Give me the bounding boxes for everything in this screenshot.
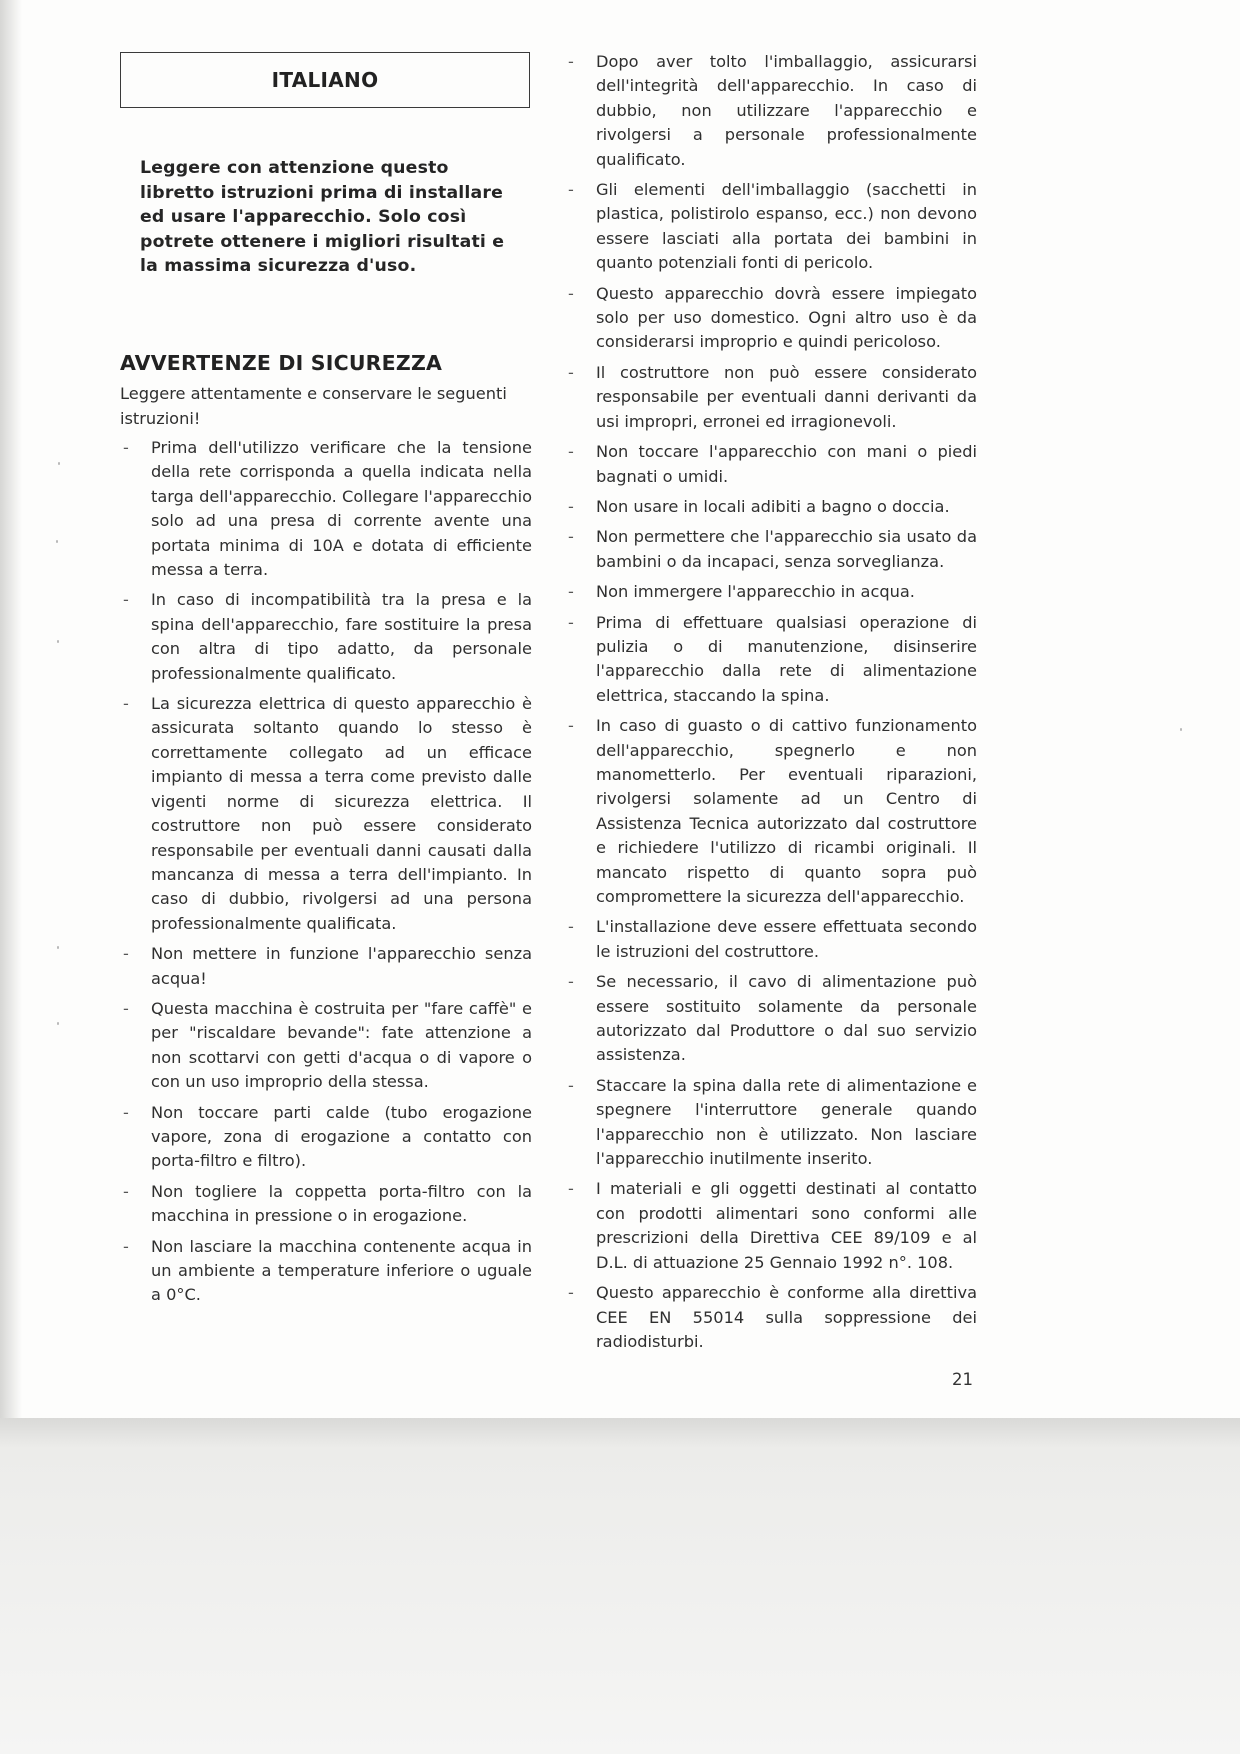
- warning-item: - Questo apparecchio dovrà essere impiegato solo per uso domestico. Ogni altro uso è da considerarsi improprio e quindi pericoloso.: [565, 282, 977, 355]
- language-header: ITALIANO: [120, 52, 530, 108]
- warning-item: - Prima dell'utilizzo verificare che la tensione della rete corrisponda a quella indicata nella targa dell'apparecchio. Collegare l'apparecchio solo ad una presa di corrente avente una portata minima di 10A e dotata di efficiente messa a terra.: [120, 436, 532, 582]
- scan-speck: [57, 640, 59, 643]
- warning-item: - Non togliere la coppetta porta-filtro con la macchina in pressione o in erogazione.: [120, 1180, 532, 1229]
- warning-item: - In caso di guasto o di cattivo funzionamento dell'apparecchio, spegnerlo e non manometterlo. Per eventuali riparazioni, rivolgersi solamente ad un Centro di Assistenza Tecnica autorizzato dal costruttore e richiedere l'utilizzo di ricambi originali. Il mancato rispetto di quanto sopra può compromettere la sicurezza dell'apparecchio.: [565, 714, 977, 909]
- warning-item: - Non toccare parti calde (tubo erogazione vapore, zona di erogazione a contatto con porta-filtro e filtro).: [120, 1101, 532, 1174]
- warning-item: - Gli elementi dell'imballaggio (sacchetti in plastica, polistirolo espanso, ecc.) non devono essere lasciati alla portata dei bambini in quanto potenziali fonti di pericolo.: [565, 178, 977, 276]
- scan-speck: [56, 540, 58, 543]
- warning-item: - La sicurezza elettrica di questo apparecchio è assicurata soltanto quando lo stesso è correttamente collegato ad un efficace impianto di messa a terra come previsto dalle vigenti norme di sicurezza elettrica. Il costruttore non può essere considerato responsabile per eventuali danni causati dalla mancanza di messa a terra dell'impianto. In caso di dubbio, rivolgersi ad una persona professionalmente qualificata.: [120, 692, 532, 936]
- warning-item: - Questo apparecchio è conforme alla direttiva CEE EN 55014 sulla soppressione dei radiodisturbi.: [565, 1281, 977, 1354]
- right-warning-list: [565, 50, 977, 1360]
- warning-item: - Staccare la spina dalla rete di alimentazione e spegnere l'interruttore generale quando l'apparecchio non è utilizzato. Non lasciare l'apparecchio inutilmente inserito.: [565, 1074, 977, 1172]
- scan-speck: [57, 1022, 59, 1025]
- warning-item: - L'installazione deve essere effettuata secondo le istruzioni del costruttore.: [565, 915, 977, 964]
- page-edge-shadow: [0, 0, 22, 1418]
- warning-item: - In caso di incompatibilità tra la presa e la spina dell'apparecchio, fare sostituire la presa con altra di tipo adatto, da personale professionalmente qualificato.: [120, 588, 532, 686]
- page-number: 21: [952, 1370, 973, 1389]
- warning-item: - Questa macchina è costruita per "fare caffè" e per "riscaldare bevande": fate attenzione a non scottarvi con getti d'acqua o di vapore o con un uso improprio della stessa.: [120, 997, 532, 1095]
- warning-item: - Non permettere che l'apparecchio sia usato da bambini o da incapaci, senza sorveglianza.: [565, 525, 977, 574]
- warning-item: - Non lasciare la macchina contenente acqua in un ambiente a temperature inferiore o uguale a 0°C.: [120, 1235, 532, 1308]
- section-subtitle: Leggere attentamente e conservare le seguenti istruzioni!: [120, 384, 507, 428]
- scan-speck: [58, 462, 60, 465]
- warning-item: - Se necessario, il cavo di alimentazione può essere sostituito solamente da personale autorizzato dal Produttore o dal suo servizio assistenza.: [565, 970, 977, 1068]
- warning-item: - Non usare in locali adibiti a bagno o doccia.: [565, 495, 977, 519]
- section-title: AVVERTENZE DI SICUREZZA: [120, 351, 443, 375]
- warning-item: - Prima di effettuare qualsiasi operazione di pulizia o di manutenzione, disinserire l'apparecchio dalla rete di alimentazione elettrica, staccando la spina.: [565, 611, 977, 709]
- warning-item: - Dopo aver tolto l'imballaggio, assicurarsi dell'integrità dell'apparecchio. In caso di dubbio, non utilizzare l'apparecchio e rivolgersi a personale professionalmente qualificato.: [565, 50, 977, 172]
- scan-speck: [1180, 728, 1182, 731]
- warning-item: - I materiali e gli oggetti destinati al contatto con prodotti alimentari sono conformi alle prescrizioni della Direttiva CEE 89/109 e al D.L. di attuazione 25 Gennaio 1992 n°. 108.: [565, 1177, 977, 1275]
- warning-item: - Non mettere in funzione l'apparecchio senza acqua!: [120, 942, 532, 991]
- scan-background: [0, 1418, 1240, 1754]
- warning-item: - Non immergere l'apparecchio in acqua.: [565, 580, 977, 604]
- warning-item: - Il costruttore non può essere considerato responsabile per eventuali danni derivanti da usi impropri, erronei ed irragionevoli.: [565, 361, 977, 434]
- scan-speck: [57, 946, 59, 949]
- warning-item: - Non toccare l'apparecchio con mani o piedi bagnati o umidi.: [565, 440, 977, 489]
- left-warning-list: [120, 436, 532, 1314]
- intro-notice: Leggere con attenzione questo libretto istruzioni prima di installare ed usare l'apparecchio. Solo così potrete ottenere i migliori risultati e la massima sicurezza d'uso.: [140, 158, 505, 276]
